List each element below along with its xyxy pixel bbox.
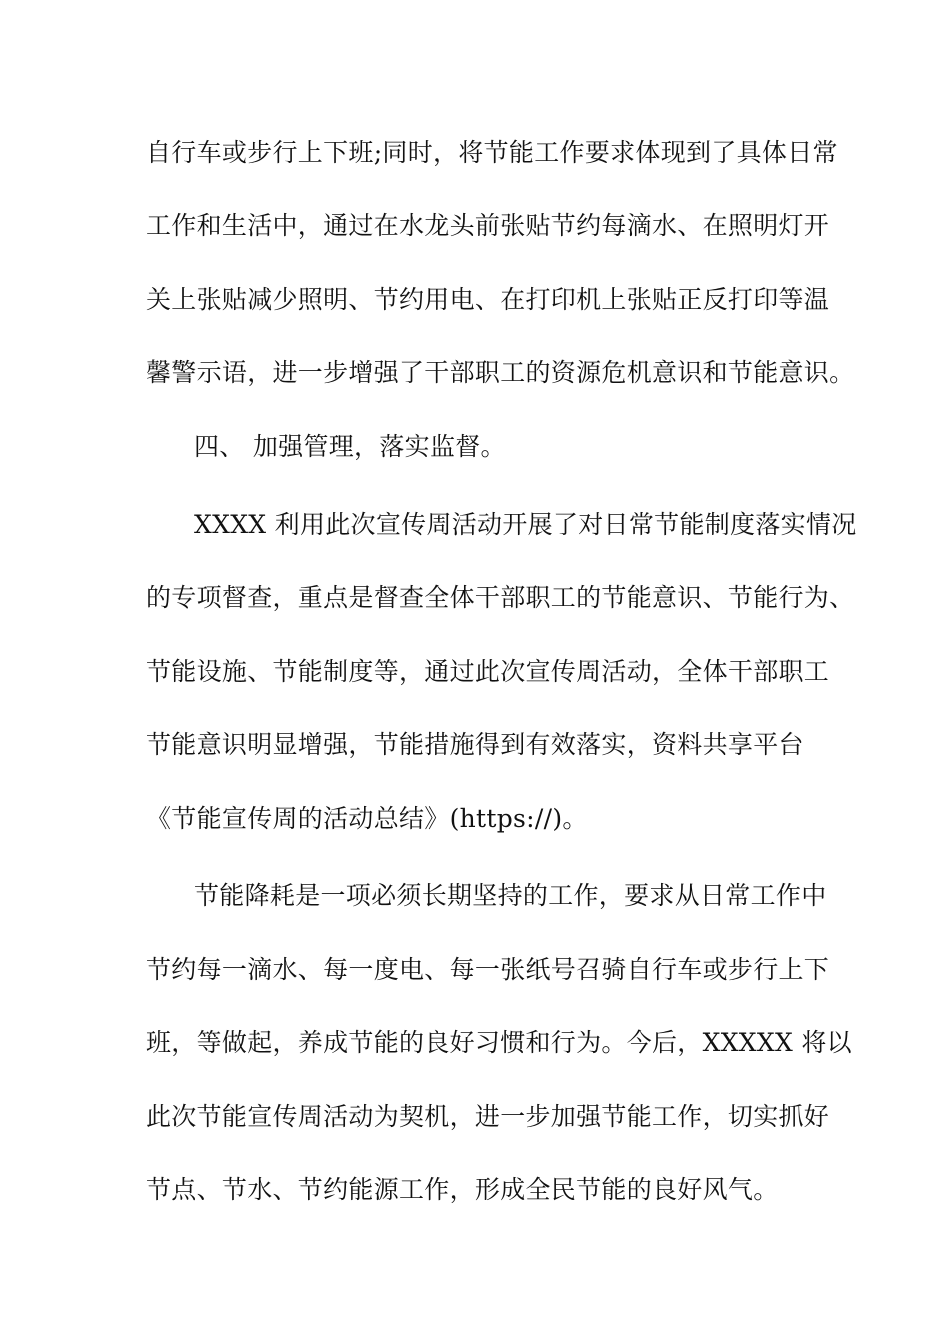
text-line-9: 节能意识明显增强，节能措施得到有效落实，资料共享平台 (146, 730, 804, 759)
text-line-1: 自行车或步行上下班;同时，将节能工作要求体现到了具体日常 (146, 138, 838, 167)
text-line-11: 节能降耗是一项必须长期坚持的工作，要求从日常工作中 (194, 881, 827, 910)
text-line-3: 关上张贴减少照明、节约用电、在打印机上张贴正反打印等温 (146, 285, 830, 314)
text-line-15: 节点、节水、节约能源工作，形成全民节能的良好风气。 (146, 1175, 779, 1204)
section-heading: 四、 加强管理，落实监督。 (194, 432, 506, 461)
text-line-4: 馨警示语，进一步增强了干部职工的资源危机意识和节能意识。 (146, 358, 855, 387)
text-line-6: XXXX 利用此次宣传周活动开展了对日常节能制度落实情况 (194, 510, 857, 539)
text-line-12: 节约每一滴水、每一度电、每一张纸号召骑自行车或步行上下 (146, 955, 830, 984)
text-line-7: 的专项督查，重点是督查全体干部职工的节能意识、节能行为、 (146, 583, 855, 612)
text-line-8: 节能设施、节能制度等，通过此次宣传周活动，全体干部职工 (146, 657, 830, 686)
text-line-10: 《节能宣传周的活动总结》(https://)。 (146, 804, 588, 833)
text-line-14: 此次节能宣传周活动为契机，进一步加强节能工作，切实抓好 (146, 1102, 830, 1131)
text-line-2: 工作和生活中，通过在水龙头前张贴节约每滴水、在照明灯开 (146, 211, 830, 240)
text-line-13: 班，等做起，养成节能的良好习惯和行为。今后，XXXXX 将以 (146, 1028, 852, 1057)
